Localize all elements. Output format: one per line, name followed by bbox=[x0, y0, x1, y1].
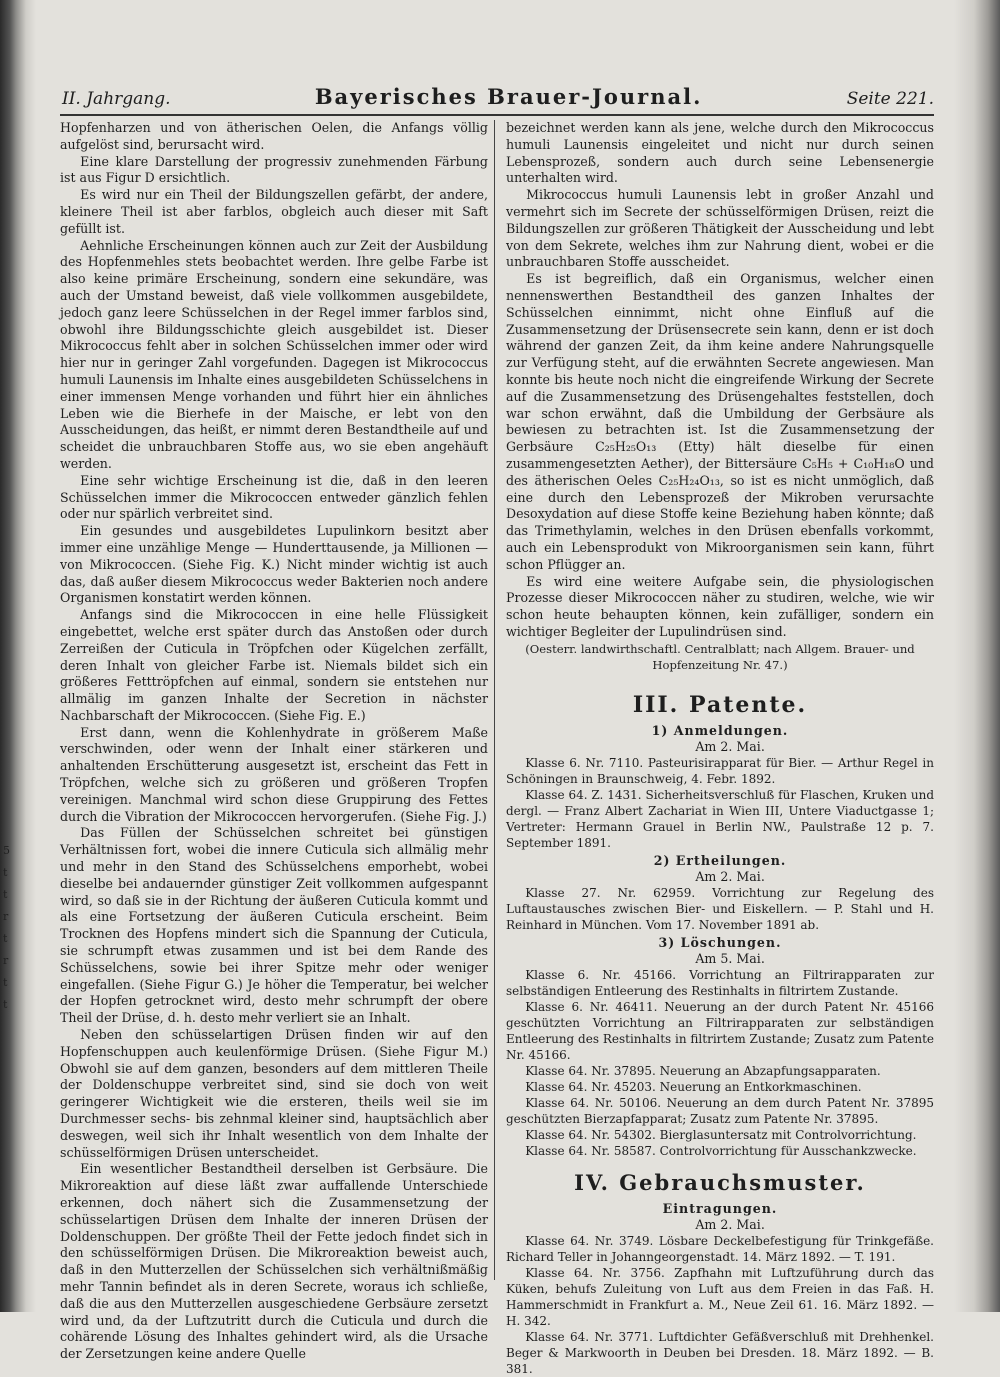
patent-entry: Klasse 6. Nr. 7110. Pasteurisirapparat für Bier. — Arthur Regel in Schöningen in Braunschweig, 4. Febr. 1892. bbox=[506, 755, 934, 786]
paragraph: Das Füllen der Schüsselchen schreitet bei günstigen Verhältnissen fort, wobei die innere Cuticula sich allmälig mehr und mehr in den Stand des Schüsselchens emporhebt, wobei dieselbe bei andauernder günstiger Zeit vollkommen aufgespannt wird, so daß sie in der Richtung der äußeren Cuticula kommt und als eine Fortsetzung der äußeren Cuticula erscheint. Beim Trocknen des Hopfens mindert sich die Spannung der Cuticula, sie schrumpft etwas zusammen und ist bei dem Rande des Schüsselchens, sowie bei ihrer Spitze mehr oder weniger eingefallen. (Siehe Figur G.) Je höher die Temperatur, bei welcher der Hopfen getrocknet wird, desto mehr schrumpft der obere Theil der Drüse, d. h. desto mehr verliert sie an Inhalt. bbox=[60, 825, 488, 1026]
left-column bbox=[60, 120, 488, 1363]
patent-entry: Klasse 64. Nr. 50106. Neuerung an dem durch Patent Nr. 37895 geschützten Bierzapfapparat; Zusatz zum Patente Nr. 37895. bbox=[506, 1095, 934, 1126]
utility-entry: Klasse 64. Nr. 3771. Luftdichter Gefäßverschluß mit Drehhenkel. Beger & Markwoorth in Deuben bei Dresden. 18. März 1892. — B. 381. bbox=[506, 1329, 934, 1376]
paragraph: Es wird eine weitere Aufgabe sein, die physiologischen Prozesse dieser Mikrococcen näher zu studiren, welche, wie wir schon heute behaupten können, kein zufälliger, sondern ein wichtiger Begleiter der Lupulindrüsen sind. bbox=[506, 573, 934, 639]
patent-entry: Klasse 64. Nr. 45203. Neuerung an Entkorkmaschinen. bbox=[525, 1079, 862, 1094]
paragraph: bezeichnet werden kann als jene, welche durch den Mikrococcus humuli Launensis eingeleitet und nicht nur durch seinen Lebensprozeß, sondern auch durch seine Lebensenergie unterhalten wird. bbox=[506, 120, 934, 186]
paragraph: Eine klare Darstellung der progressiv zunehmenden Färbung ist aus Figur D ersichtlich. bbox=[60, 153, 488, 186]
patents-section-title: III. Patente. bbox=[632, 691, 808, 718]
paragraph: Aehnliche Erscheinungen können auch zur Zeit der Ausbildung des Hopfenmehles stets beobachtet werden. Ihre gelbe Farbe ist also keine primäre Erscheinung, sondern eine sekundäre, was auch der Umstand beweist, daß viele vollkommen ausgebildete, jedoch ganz leere Schüsselchen in der Regel immer farblos sind, obwohl ihre Bildungsschichte gleich ausgebildet ist. Dieser Mikrococcus fehlt aber in solchen Schüsselchen immer oder wird hier nur in geringer Zahl vorgefunden. Dagegen ist Mikrococcus humuli Launensis im Inhalte eines ausgebildeten Schüsselchens in einer immensen Menge vorhanden und führt hier ein ähnliches Leben wie die Bierhefe in der Maische, er lebt von den Ausscheidungen, das heißt, er nimmt deren Bestandtheile auf und scheidet die unbrauchbaren Stoffe aus, wo sie eben angehäuft werden. bbox=[60, 237, 488, 471]
utility-entry: Klasse 64. Nr. 3756. Zapfhahn mit Luftzuführung durch das Küken, behufs Zuleitung von Luft aus dem Freien in das Faß. H. Hammerschmidt in Frankfurt a. M., Neue Zeil 61. 16. März 1892. — H. 342. bbox=[506, 1265, 934, 1328]
source-citation: (Oesterr. landwirthschaftl. Centralblatt; nach Allgem. Brauer- und Hopfenzeitung Nr. 47.) bbox=[525, 641, 915, 672]
paragraph: Anfangs sind die Mikrococcen in eine helle Flüssigkeit eingebettet, welche erst später durch das Anstoßen oder durch Zerreißen der Cuticula in Tröpfchen oder Kügelchen zerfällt, deren Inhalt von gleicher Farbe ist. Niemals bildet sich ein größeres Fetttröpfchen auf einmal, sondern sie entstehen nur allmälig im ganzen Inhalte der Secretion in nächster Nachbarschaft der Mikrococcen. (Siehe Fig. E.) bbox=[60, 607, 488, 723]
section-date: Am 5. Mai. bbox=[695, 950, 765, 966]
page-header bbox=[62, 84, 934, 110]
section-date: Am 2. Mai. bbox=[695, 1216, 765, 1232]
right-column bbox=[506, 120, 934, 1377]
paragraph: Eine sehr wichtige Erscheinung ist die, daß in den leeren Schüsselchen immer die Mikrococcen entweder gänzlich fehlen oder nur spärlich verbreitet sind. bbox=[60, 472, 488, 522]
patent-entry: Klasse 64. Z. 1431. Sicherheitsverschluß für Flaschen, Kruken und dergl. — Franz Albert Zachariat in Wien III, Untere Viaductgasse 1; Vertreter: Hermann Grauel in Berlin NW., Paulstraße 12 p. 7. September 1891. bbox=[506, 787, 934, 850]
paragraph: Erst dann, wenn die Kohlenhydrate in größerem Maße verschwinden, oder wenn der Inhalt einer stärkeren und anhaltenden Erschütterung ausgesetzt ist, erscheint das Fett in Tröpfchen, welche sich zu größeren und größeren Tropfen vereinigen. Manchmal wird schon diese Gruppirung des Fettes durch die Vibration der Mikrococcen hervorgerufen. (Siehe Fig. J.) bbox=[60, 724, 488, 824]
patent-entry: Klasse 27. Nr. 62959. Vorrichtung zur Regelung des Luftaustausches zwischen Bier- und Eiskellern. — P. Stahl und H. Reinhard in München. Vom 17. November 1891 ab. bbox=[506, 885, 934, 932]
edge-fragments: 5 t t r t r t t bbox=[3, 844, 10, 1011]
section-date: Am 2. Mai. bbox=[695, 738, 765, 754]
page-edge-right bbox=[954, 0, 1000, 1312]
paragraph: Ein gesundes und ausgebildetes Lupulinkorn besitzt aber immer eine unzählige Menge — Hunderttausende, ja Millionen — von Mikrococcen. (Siehe Fig. K.) Nicht minder wichtig ist auch das, daß außer diesem Mikrococcus weder Bakterien noch andere Organismen konstatirt werden können. bbox=[60, 523, 488, 606]
subsection-heading: 1) Anmeldungen. bbox=[651, 722, 789, 738]
section-date: Am 2. Mai. bbox=[695, 868, 765, 884]
paragraph: Es wird nur ein Theil der Bildungszellen gefärbt, der andere, kleinere Theil ist aber farblos, obgleich auch dieser mit Saft gefüllt ist. bbox=[60, 187, 488, 236]
paragraph: Ein wesentlicher Bestandtheil derselben ist Gerbsäure. Die Mikroreaktion auf diese läßt zwar auffallende Unterschiede erkennen, doch nähert sich die Zusammensetzung der schüsselartigen Drüsen dem Inhalte der inneren Drüsen der Doldenschuppen. Der größte Theil der Fette jedoch findet sich in den schüsselförmigen Drüsen. Die Mikroreaktion beweist auch, daß in den Mutterzellen der Schüsselchen sich verhältnißmäßig mehr Tannin befindet als in deren Secrete, woraus ich schließe, daß die aus den Mutterzellen ausgeschiedene Gerbsäure zersetzt wird und, da der Luftzutritt durch die Cuticula und durch die cohärende Lösung des Inhaltes gehindert wird, als die Ursache der Zersetzungen keine andere Quelle bbox=[60, 1161, 488, 1362]
utility-entry: Klasse 64. Nr. 3749. Lösbare Deckelbefestigung für Trinkgefäße. Richard Teller in Johanngeorgenstadt. 14. März 1892. — T. 191. bbox=[506, 1233, 934, 1264]
journal-title: Bayerisches Brauer-Journal. bbox=[314, 84, 703, 109]
patent-entry: Klasse 6. Nr. 46411. Neuerung an der durch Patent Nr. 45166 geschützten Vorrichtung an Filtrirapparaten zur selbständigen Entleerung des Restinhalts in filtrirtem Zustande; Zusatz zum Patente Nr. 45166. bbox=[506, 999, 934, 1062]
page-number: Seite 221. bbox=[846, 89, 934, 109]
subsection-heading: 2) Ertheilungen. bbox=[653, 852, 787, 868]
binding-edge-left bbox=[0, 0, 36, 1312]
volume-label: II. Jahrgang. bbox=[62, 89, 171, 109]
paragraph: Neben den schüsselartigen Drüsen finden wir auf den Hopfenschuppen auch keulenförmige Drüsen. (Siehe Figur M.) Obwohl sie auf dem ganzen, besonders auf dem mittleren Theile der Doldenschuppe verbreitet sind, sind sie doch von weit geringerer Wichtigkeit wie die ersteren, theils weil sie im Durchmesser sechs- bis zehnmal kleiner sind, hauptsächlich aber deswegen, weil sich ihr Inhalt wesentlich von dem Inhalte der schüsselförmigen Drüsen unterscheidet. bbox=[60, 1027, 488, 1160]
paragraph: Es ist begreiflich, daß ein Organismus, welcher einen nennenswerthen Bestandtheil des ganzen Inhaltes der Schüsselchen einnimmt, nicht ohne Einfluß auf die Zusammensetzung der Drüsensecrete sein kann, denn er ist doch während der ganzen Zeit, da ihm keine andere Nahrungsquelle zur Verfügung steht, auf die erwähnten Secrete angewiesen. Man konnte bis heute noch nicht die eingreifende Wirkung der Secrete auf die Zusammensetzung des Drüsengehaltes feststellen, doch war schon erwähnt, daß die Umbildung der Gerbsäure als bewiesen zu betrachten ist. Ist die Zusammensetzung der Gerbsäure C₂₅H₂₅O₁₃ (Etty) hält dieselbe für einen zusammengesetzten Aether), der Bittersäure C₅H₅ + C₁₀H₁₈O und des ätherischen Oeles C₂₅H₂₄O₁₃, so ist es nicht unmöglich, daß eine durch den Lebensprozeß der Mikroben verursachte Desoxydation auf diese Stoffe keine Beziehung haben könnte; daß das Trimethylamin, welches in den Drüsen ebenfalls vorkommt, auch ein Lebensprodukt von Mikroorganismen sein kann, führt schon Pflügger an. bbox=[506, 271, 934, 572]
patent-entry: Klasse 64. Nr. 37895. Neuerung an Abzapfungsapparaten. bbox=[525, 1063, 881, 1078]
subsection-heading: 3) Löschungen. bbox=[658, 934, 782, 950]
utility-section-title: IV. Gebrauchsmuster. bbox=[574, 1169, 866, 1195]
patent-entry: Klasse 64. Nr. 54302. Bierglasuntersatz mit Controlvorrichtung. bbox=[525, 1127, 917, 1142]
patent-entry: Klasse 6. Nr. 45166. Vorrichtung an Filtrirapparaten zur selbständigen Entleerung des Restinhalts in filtrirtem Zustande. bbox=[506, 967, 934, 998]
patent-entry: Klasse 64. Nr. 58587. Controlvorrichtung für Ausschankzwecke. bbox=[525, 1143, 917, 1158]
paragraph: Mikrococcus humuli Launensis lebt in großer Anzahl und vermehrt sich im Secrete der schüsselförmigen Drüsen, reizt die Bildungszellen zur größeren Thätigkeit der Ausscheidung und lebt von dem Sekrete, welches ihm zur Nahrung dient, wobei er die unbrauchbaren Stoffe ausscheidet. bbox=[506, 187, 934, 270]
column-divider bbox=[494, 120, 495, 1280]
header-rule bbox=[60, 114, 934, 116]
paragraph: Hopfenharzen und von ätherischen Oelen, die Anfangs völlig aufgelöst sind, berursacht wird. bbox=[60, 120, 488, 152]
subsection-heading: Eintragungen. bbox=[662, 1200, 778, 1216]
